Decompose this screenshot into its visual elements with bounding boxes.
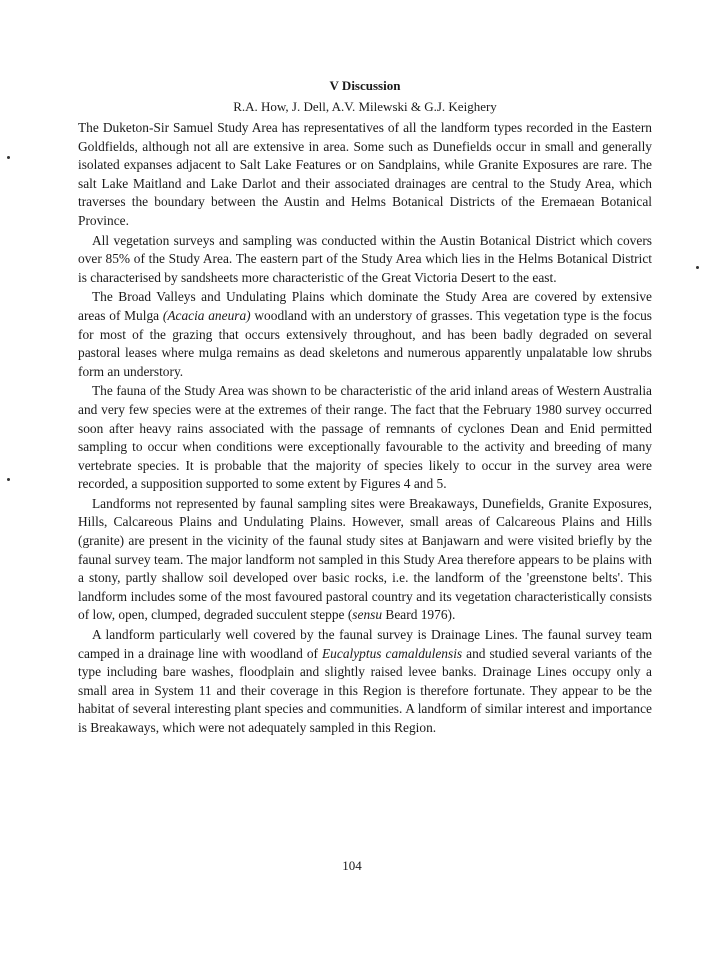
paragraph-text: Beard 1976). xyxy=(382,607,456,623)
body-paragraph xyxy=(78,495,652,625)
paragraph-text: and studied several variants of the type including bare washes, floodplain and slightly raised levee banks. Drainage Lines occupy only a small area in System 11 and their coverage in this Region is therefore fortunate. They appear to be the habitat of several interesting plant species and communities. A landform of similar interest and importance is Breakaways, which were not adequately sampled in this Region. xyxy=(78,645,652,735)
body-paragraph xyxy=(78,288,652,381)
scan-margin-mark xyxy=(7,156,10,159)
body-paragraph xyxy=(78,626,652,738)
paragraph-text: woodland with an understory of grasses. This vegetation type is the focus for most of the grazing that occurs extensively throughout, and has been badly degraded on several pastoral leases where mulga remains as dead skeletons and numerous apparently unpalatable low shrubs form an understory. xyxy=(78,307,652,379)
section-heading: V Discussion xyxy=(329,78,401,93)
scan-margin-mark xyxy=(7,478,10,481)
body-paragraph xyxy=(78,382,652,494)
italic-term: Eucalyptus camaldulensis xyxy=(322,645,463,661)
italic-term: (Acacia aneura) xyxy=(162,307,251,323)
paragraph-text: The Broad Valleys and Undulating Plains which dominate the Study Area are covered by extensive areas of Mulga xyxy=(78,289,652,323)
paragraph-text: All vegetation surveys and sampling was conducted within the Austin Botanical District which covers over 85% of the Study Area. The eastern part of the Study Area which lies in the Helms Botanical District is characterised by sandsheets more characteristic of the Great Victoria Desert to the east. xyxy=(78,232,652,285)
paragraph-text: A landform particularly well covered by the faunal survey is Drainage Lines. The faunal survey team camped in a drainage line with woodland of xyxy=(78,627,652,661)
document-page xyxy=(78,78,652,739)
italic-term: sensu xyxy=(352,607,383,623)
paragraph-text: Landforms not represented by faunal sampling sites were Breakaways, Dunefields, Granite Exposures, Hills, Calcareous Plains and Undulating Plains. However, small areas of Calcareous Plains and Hills (granite) are present in the vicinity of the faunal study sites at Banjawarn and were visited briefly by the faunal survey team. The major landform not sampled in this Study Area therefore appears to be plains with a stony, partly shallow soil developed over basic rocks, i.e. the landform of the 'greenstone belts'. This landform includes some of the most favoured pastoral country and its vegetation characteristically consists of low, open, clumped, degraded succulent steppe ( xyxy=(78,495,652,623)
paragraph-text: The Duketon-Sir Samuel Study Area has representatives of all the landform types recorded in the Eastern Goldfields, although not all are extensive in area. Some such as Dunefields occur in small and generally isolated expanses adjacent to Salt Lake Features or on Sandplains, while Granite Exposures are rare. The salt Lake Maitland and Lake Darlot and their associated drainages are central to the Study Area, which traverses the boundary between the Austin and Helms Botanical Districts of the Eremaean Botanical Province. xyxy=(78,120,652,228)
body-paragraph xyxy=(78,232,652,288)
body-text xyxy=(78,119,652,738)
page-number: 104 xyxy=(342,858,362,873)
body-paragraph xyxy=(78,119,652,231)
paragraph-text: The fauna of the Study Area was shown to be characteristic of the arid inland areas of Western Australia and very few species were at the extremes of their range. The fact that the February 1980 survey occurred soon after heavy rains associated with the passage of remnants of cyclones Dean and Enid permitted sampling to occur when conditions were exceptionally favourable to the activity and breeding of many vertebrate species. It is probable that the majority of species likely to occur in the survey area were recorded, a supposition supported to some extent by Figures 4 and 5. xyxy=(78,383,652,492)
author-line: R.A. How, J. Dell, A.V. Milewski & G.J. Keighery xyxy=(233,99,497,114)
scan-margin-mark xyxy=(696,266,699,269)
